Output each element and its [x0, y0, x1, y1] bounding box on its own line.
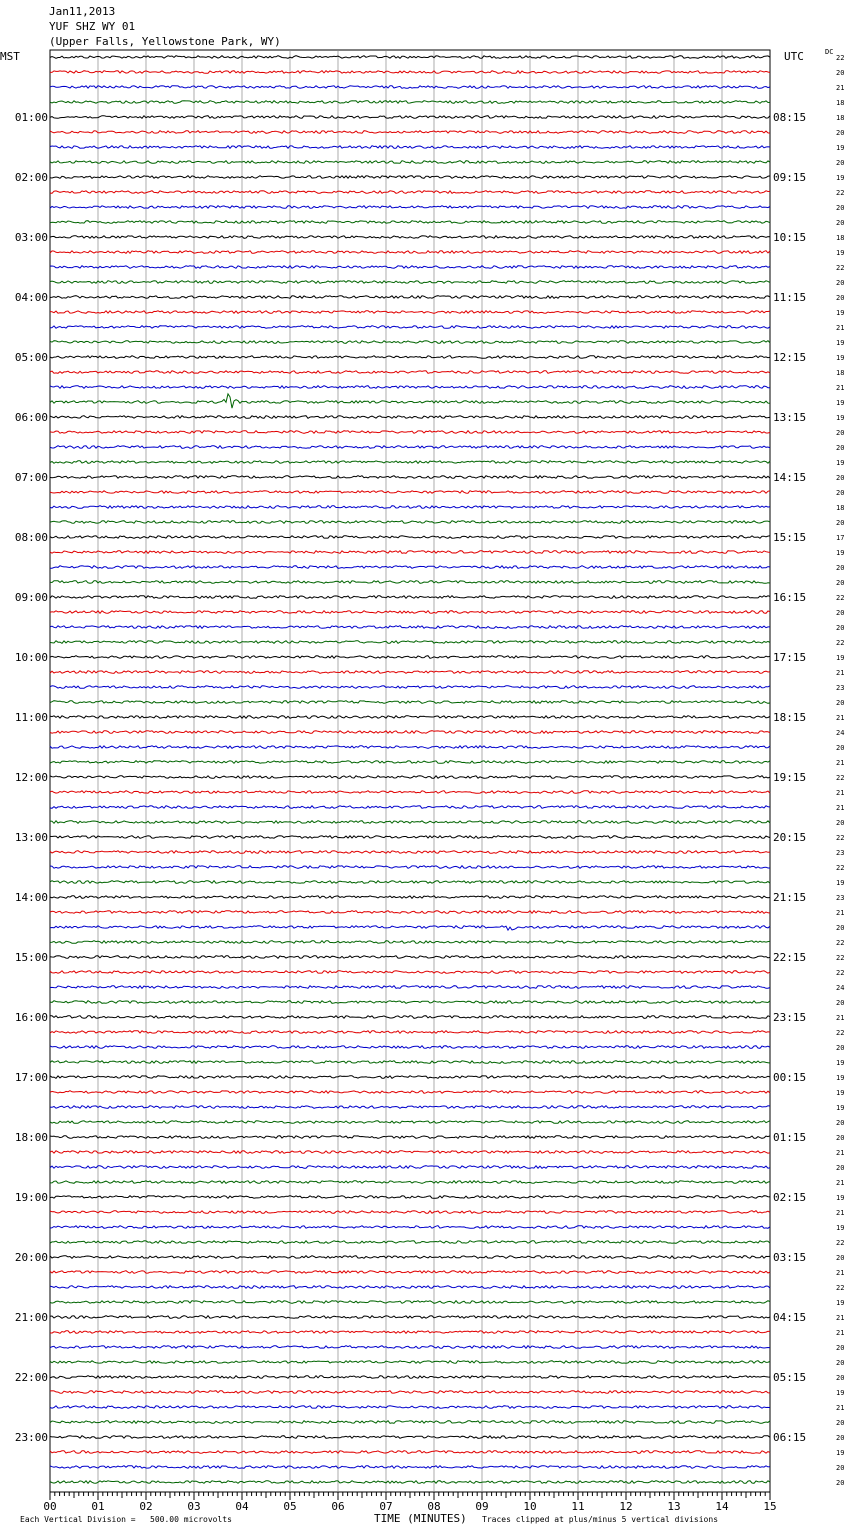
dc-offset-label: 19 — [836, 309, 845, 317]
dc-offset-label: 20 — [836, 1134, 845, 1142]
dc-offset-label: 21 — [836, 669, 845, 677]
seismic-trace — [50, 1286, 770, 1289]
dc-offset-label: 19 — [836, 654, 845, 662]
dc-offset-label: 19 — [836, 459, 845, 467]
seismic-trace — [50, 131, 770, 134]
seismic-trace — [50, 926, 770, 930]
dc-offset-label: 20 — [836, 1479, 845, 1487]
dc-offset-label: 19 — [836, 1074, 845, 1082]
mst-hour-label: 04:00 — [14, 291, 48, 304]
right-timezone-label: UTC — [784, 50, 804, 63]
seismic-trace — [50, 1181, 770, 1184]
seismic-trace — [50, 1016, 770, 1019]
dc-offset-label: 22 — [836, 264, 845, 272]
seismic-trace — [50, 776, 770, 779]
dc-offset-label: 20 — [836, 294, 845, 302]
x-tick-label: 03 — [187, 1500, 201, 1513]
seismic-trace — [50, 1106, 770, 1109]
dc-offset-label: 19 — [836, 354, 845, 362]
mst-hour-label: 06:00 — [14, 411, 48, 424]
dc-offset-label: 21 — [836, 1209, 845, 1217]
mst-hour-label: 03:00 — [14, 231, 48, 244]
seismic-trace — [50, 1166, 770, 1169]
header-location: (Upper Falls, Yellowstone Park, WY) — [49, 35, 281, 48]
seismic-trace — [50, 986, 770, 989]
dc-offset-label: 22 — [836, 189, 845, 197]
x-tick-label: 12 — [619, 1500, 633, 1513]
dc-offset-label: 17 — [836, 534, 845, 542]
seismic-trace — [50, 971, 770, 974]
seismic-trace — [50, 446, 770, 449]
dc-offset-label: 22 — [836, 1284, 845, 1292]
seismic-trace — [50, 1301, 770, 1304]
seismic-trace — [50, 1376, 770, 1379]
dc-offset-label: 18 — [836, 114, 845, 122]
utc-hour-label: 08:15 — [773, 111, 807, 124]
dc-offset-label: 19 — [836, 144, 845, 152]
scale-note: Each Vertical Division = 500.00 microvolts — [20, 1515, 232, 1524]
dc-offset-label: 19 — [836, 1089, 845, 1097]
dc-offset-label: 20 — [836, 129, 845, 137]
seismic-trace — [50, 416, 770, 419]
dc-offset-label: 22 — [836, 939, 845, 947]
seismic-trace — [50, 1421, 770, 1424]
utc-hour-label: 18:15 — [773, 711, 807, 724]
seismic-trace — [50, 1136, 770, 1139]
seismic-trace — [50, 326, 770, 329]
mst-hour-label: 09:00 — [14, 591, 48, 604]
mst-hour-label: 16:00 — [14, 1011, 48, 1024]
utc-hour-label: 10:15 — [773, 231, 807, 244]
dc-offset-label: 20 — [836, 1374, 845, 1382]
seismic-trace — [50, 746, 770, 749]
dc-offset-label: 20 — [836, 279, 845, 287]
seismic-trace — [50, 1391, 770, 1394]
seismic-trace — [50, 1061, 770, 1064]
dc-offset-label: 21 — [836, 759, 845, 767]
seismic-trace — [50, 596, 770, 599]
seismic-trace — [50, 1331, 770, 1334]
dc-offset-label: 20 — [836, 609, 845, 617]
seismic-trace — [50, 731, 770, 734]
dc-offset-label: 20 — [836, 1344, 845, 1352]
seismic-trace — [50, 386, 770, 389]
dc-offset-label: 21 — [836, 1269, 845, 1277]
dc-offset-label: 19 — [836, 1059, 845, 1067]
dc-offset-label: 19 — [836, 549, 845, 557]
dc-offset-label: 21 — [836, 1014, 845, 1022]
mst-hour-label: 21:00 — [14, 1311, 48, 1324]
dc-offset-label: 20 — [836, 999, 845, 1007]
dc-offset-label: 22 — [836, 54, 845, 62]
dc-offset-label: 21 — [836, 84, 845, 92]
x-tick-label: 15 — [763, 1500, 777, 1513]
seismic-trace — [50, 191, 770, 194]
dc-offset-label: 19 — [836, 1449, 845, 1457]
seismic-trace — [50, 1001, 770, 1004]
dc-offset-label: 22 — [836, 639, 845, 647]
mst-hour-label: 12:00 — [14, 771, 48, 784]
utc-hour-label: 19:15 — [773, 771, 807, 784]
dc-offset-label: 20 — [836, 744, 845, 752]
seismic-trace — [50, 461, 770, 464]
dc-offset-label: 19 — [836, 1224, 845, 1232]
seismic-trace — [50, 1451, 770, 1454]
utc-hour-label: 06:15 — [773, 1431, 807, 1444]
dc-offset-label: 19 — [836, 249, 845, 257]
seismic-trace — [50, 611, 770, 614]
x-tick-label: 00 — [43, 1500, 57, 1513]
seismic-trace — [50, 56, 770, 59]
dc-offset-label: 21 — [836, 1149, 845, 1157]
dc-offset-label: 22 — [836, 1029, 845, 1037]
seismic-trace — [50, 1466, 770, 1469]
mst-hour-label: 19:00 — [14, 1191, 48, 1204]
utc-hour-label: 03:15 — [773, 1251, 807, 1264]
dc-offset-label: 19 — [836, 879, 845, 887]
dc-offset-label: 21 — [836, 1329, 845, 1337]
seismic-trace — [50, 701, 770, 704]
dc-offset-label: 22 — [836, 834, 845, 842]
seismic-trace — [50, 956, 770, 959]
seismic-trace — [50, 1406, 770, 1409]
dc-offset-label: 18 — [836, 234, 845, 242]
seismic-trace — [50, 641, 770, 644]
mst-hour-label: 10:00 — [14, 651, 48, 664]
seismic-trace — [50, 221, 770, 224]
seismic-trace — [50, 116, 770, 119]
dc-offset-label: 19 — [836, 1104, 845, 1112]
seismic-trace — [50, 431, 770, 434]
mst-hour-label: 14:00 — [14, 891, 48, 904]
seismic-trace — [50, 566, 770, 569]
seismic-trace — [50, 146, 770, 149]
seismic-trace — [50, 341, 770, 344]
utc-hour-label: 21:15 — [773, 891, 807, 904]
mst-hour-label: 13:00 — [14, 831, 48, 844]
x-tick-label: 10 — [523, 1500, 537, 1513]
x-tick-label: 05 — [283, 1500, 297, 1513]
dc-offset-label: 19 — [836, 1299, 845, 1307]
mst-hour-label: 07:00 — [14, 471, 48, 484]
dc-offset-label: 20 — [836, 204, 845, 212]
seismic-trace — [50, 394, 770, 408]
x-tick-label: 08 — [427, 1500, 441, 1513]
seismic-trace — [50, 296, 770, 299]
seismic-trace — [50, 476, 770, 479]
seismic-trace — [50, 71, 770, 74]
mst-hour-label: 01:00 — [14, 111, 48, 124]
utc-hour-label: 04:15 — [773, 1311, 807, 1324]
seismic-trace — [50, 716, 770, 719]
seismic-trace — [50, 941, 770, 944]
dc-offset-label: 20 — [836, 1254, 845, 1262]
dc-offset-label: 23 — [836, 894, 845, 902]
header-station: YUF SHZ WY 01 — [49, 20, 136, 33]
dc-offset-label: 24 — [836, 984, 845, 992]
dc-offset-label: 19 — [836, 339, 845, 347]
dc-offset-label: 22 — [836, 594, 845, 602]
dc-offset-label: 20 — [836, 219, 845, 227]
seismic-trace — [50, 86, 770, 89]
dc-offset-label: 21 — [836, 384, 845, 392]
seismic-trace — [50, 1481, 770, 1484]
seismic-trace — [50, 1046, 770, 1049]
mst-hour-label: 11:00 — [14, 711, 48, 724]
x-tick-label: 14 — [715, 1500, 729, 1513]
seismic-trace — [50, 176, 770, 179]
mst-hour-label: 02:00 — [14, 171, 48, 184]
dc-offset-label: 20 — [836, 159, 845, 167]
seismic-trace — [50, 371, 770, 374]
seismic-trace — [50, 536, 770, 539]
seismic-trace — [50, 881, 770, 884]
mst-hour-label: 18:00 — [14, 1131, 48, 1144]
dc-offset-label: 21 — [836, 1179, 845, 1187]
utc-hour-label: 22:15 — [773, 951, 807, 964]
dc-offset-label: 20 — [836, 624, 845, 632]
seismic-trace — [50, 671, 770, 674]
seismic-trace — [50, 161, 770, 164]
x-tick-label: 07 — [379, 1500, 393, 1513]
seismic-trace — [50, 896, 770, 899]
seismic-trace — [50, 1031, 770, 1034]
seismic-trace — [50, 506, 770, 509]
left-timezone-label: MST — [0, 50, 20, 63]
dc-offset-label: 22 — [836, 954, 845, 962]
seismic-trace — [50, 1211, 770, 1214]
seismic-trace — [50, 551, 770, 554]
seismic-trace — [50, 836, 770, 839]
x-tick-label: 06 — [331, 1500, 345, 1513]
dc-offset-label: 20 — [836, 1119, 845, 1127]
utc-hour-label: 23:15 — [773, 1011, 807, 1024]
dc-offset-label: 20 — [836, 429, 845, 437]
dc-offset-label: 20 — [836, 489, 845, 497]
utc-hour-label: 01:15 — [773, 1131, 807, 1144]
dc-offset-label: 24 — [836, 729, 845, 737]
mst-hour-label: 23:00 — [14, 1431, 48, 1444]
seismic-trace — [50, 761, 770, 764]
seismic-trace — [50, 1121, 770, 1124]
seismic-trace — [50, 626, 770, 629]
x-tick-label: 01 — [91, 1500, 105, 1513]
utc-hour-label: 16:15 — [773, 591, 807, 604]
seismic-trace — [50, 1076, 770, 1079]
dc-offset-label: 20 — [836, 519, 845, 527]
seismic-trace — [50, 1241, 770, 1244]
x-axis-title: TIME (MINUTES) — [374, 1512, 467, 1525]
seismic-trace — [50, 821, 770, 824]
dc-offset-label: 21 — [836, 789, 845, 797]
utc-hour-label: 17:15 — [773, 651, 807, 664]
utc-hour-label: 05:15 — [773, 1371, 807, 1384]
mst-hour-label: 20:00 — [14, 1251, 48, 1264]
mst-hour-label: 08:00 — [14, 531, 48, 544]
utc-hour-label: 20:15 — [773, 831, 807, 844]
mst-hour-label: 05:00 — [14, 351, 48, 364]
dc-offset-label: 18 — [836, 99, 845, 107]
dc-offset-label: 20 — [836, 69, 845, 77]
utc-hour-label: 14:15 — [773, 471, 807, 484]
dc-offset-label: 20 — [836, 699, 845, 707]
dc-offset-label: 21 — [836, 714, 845, 722]
dc-offset-label: 20 — [836, 1419, 845, 1427]
seismic-trace — [50, 686, 770, 689]
seismic-trace — [50, 866, 770, 869]
dc-offset-label: 19 — [836, 399, 845, 407]
dc-offset-label: 19 — [836, 1194, 845, 1202]
header-date: Jan11,2013 — [49, 5, 116, 18]
dc-offset-label: 20 — [836, 819, 845, 827]
seismic-trace — [50, 1091, 770, 1094]
utc-hour-label: 09:15 — [773, 171, 807, 184]
utc-hour-label: 13:15 — [773, 411, 807, 424]
seismic-trace — [50, 1436, 770, 1439]
seismic-trace — [50, 491, 770, 494]
seismic-trace — [50, 1346, 770, 1349]
seismic-trace — [50, 1271, 770, 1274]
dc-offset-label: 20 — [836, 1359, 845, 1367]
seismic-trace — [50, 1151, 770, 1154]
seismic-trace — [50, 1226, 770, 1229]
seismic-trace — [50, 206, 770, 209]
seismic-trace — [50, 521, 770, 524]
x-tick-label: 04 — [235, 1500, 249, 1513]
dc-offset-label: 20 — [836, 564, 845, 572]
seismic-trace — [50, 1256, 770, 1259]
seismic-trace — [50, 791, 770, 794]
utc-hour-label: 00:15 — [773, 1071, 807, 1084]
utc-hour-label: 12:15 — [773, 351, 807, 364]
dc-offset-label: 20 — [836, 579, 845, 587]
x-tick-label: 11 — [571, 1500, 585, 1513]
dc-offset-label: 20 — [836, 1164, 845, 1172]
seismic-trace — [50, 101, 770, 104]
seismic-trace — [50, 1361, 770, 1364]
dc-offset-label: 20 — [836, 1464, 845, 1472]
seismic-trace — [50, 581, 770, 584]
dc-offset-label: 19 — [836, 414, 845, 422]
dc-offset-label: 21 — [836, 1314, 845, 1322]
seismic-trace — [50, 1196, 770, 1199]
seismic-trace — [50, 656, 770, 659]
mst-hour-label: 15:00 — [14, 951, 48, 964]
seismic-trace — [50, 851, 770, 854]
seismic-trace — [50, 356, 770, 359]
dc-offset-label: 22 — [836, 1239, 845, 1247]
dc-offset-label: 20 — [836, 444, 845, 452]
seismic-trace — [50, 236, 770, 239]
utc-hour-label: 11:15 — [773, 291, 807, 304]
dc-label: DC — [825, 48, 834, 56]
seismic-trace — [50, 911, 770, 914]
dc-offset-label: 22 — [836, 864, 845, 872]
seismic-trace — [50, 1316, 770, 1319]
dc-offset-label: 20 — [836, 474, 845, 482]
dc-offset-label: 22 — [836, 774, 845, 782]
dc-offset-label: 22 — [836, 969, 845, 977]
dc-offset-label: 20 — [836, 1434, 845, 1442]
dc-offset-label: 19 — [836, 174, 845, 182]
dc-offset-label: 19 — [836, 1389, 845, 1397]
seismic-trace — [50, 806, 770, 809]
seismic-trace — [50, 311, 770, 314]
dc-offset-label: 23 — [836, 849, 845, 857]
dc-offset-label: 21 — [836, 324, 845, 332]
clip-note: Traces clipped at plus/minus 5 vertical divisions — [482, 1515, 719, 1524]
seismic-trace — [50, 266, 770, 269]
seismic-trace — [50, 281, 770, 284]
dc-offset-label: 18 — [836, 504, 845, 512]
x-tick-label: 13 — [667, 1500, 681, 1513]
dc-offset-label: 21 — [836, 1404, 845, 1412]
mst-hour-label: 17:00 — [14, 1071, 48, 1084]
utc-hour-label: 15:15 — [773, 531, 807, 544]
utc-hour-label: 02:15 — [773, 1191, 807, 1204]
dc-offset-label: 21 — [836, 909, 845, 917]
dc-offset-label: 20 — [836, 1044, 845, 1052]
seismic-trace — [50, 251, 770, 254]
x-tick-label: 02 — [139, 1500, 153, 1513]
dc-offset-label: 18 — [836, 369, 845, 377]
dc-offset-label: 20 — [836, 924, 845, 932]
dc-offset-label: 21 — [836, 804, 845, 812]
dc-offset-label: 23 — [836, 684, 845, 692]
mst-hour-label: 22:00 — [14, 1371, 48, 1384]
x-tick-label: 09 — [475, 1500, 489, 1513]
